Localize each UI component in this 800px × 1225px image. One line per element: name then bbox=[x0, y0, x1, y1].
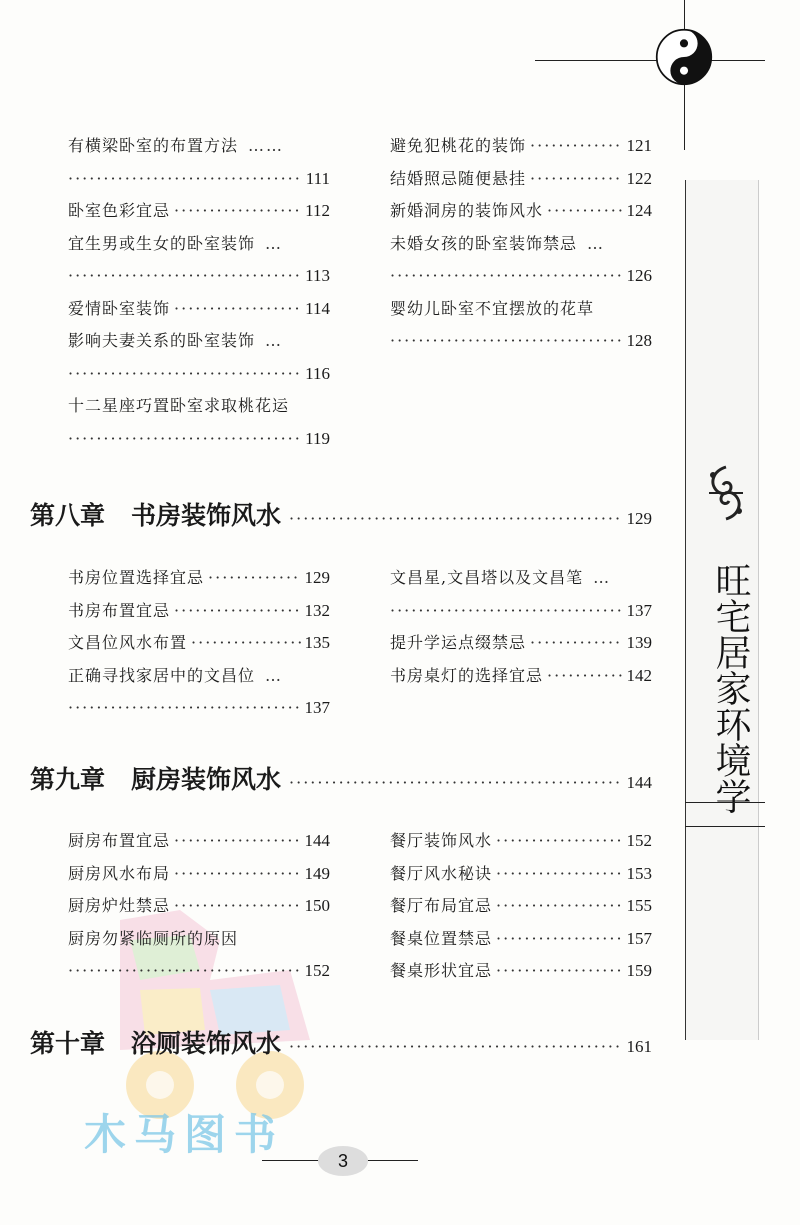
entry-page: 153 bbox=[626, 863, 652, 883]
entry-page: 122 bbox=[626, 168, 652, 188]
leader-dots bbox=[191, 627, 300, 660]
entry-title: 餐桌形状宜忌 bbox=[390, 961, 493, 980]
entry-title: 新婚洞房的装饰风水 bbox=[390, 201, 544, 220]
book-title: 旺宅居家环境学 bbox=[710, 562, 751, 814]
entry-page: 116 bbox=[305, 363, 330, 383]
toc-entry[interactable] bbox=[390, 195, 652, 228]
toc-column-left-1 bbox=[68, 130, 330, 455]
entry-page: 155 bbox=[626, 896, 652, 915]
toc-entry[interactable] bbox=[68, 627, 330, 660]
entry-title: 餐厅风水秘诀 bbox=[390, 863, 493, 883]
entry-title: 书房桌灯的选择宜忌 bbox=[390, 665, 544, 685]
toc-entry-continuation[interactable] bbox=[68, 423, 330, 456]
entry-page: 126 bbox=[626, 266, 652, 285]
entry-title: 避免犯桃花的装饰 bbox=[390, 136, 527, 155]
leader-dots bbox=[68, 423, 301, 456]
watermark-text: 木马图书 bbox=[84, 1110, 285, 1159]
entry-title: 爱情卧室装饰 bbox=[68, 298, 171, 318]
page-number: 3 bbox=[318, 1146, 368, 1176]
toc-entry[interactable] bbox=[68, 228, 330, 261]
entry-page: 152 bbox=[304, 961, 330, 980]
toc-entry-continuation[interactable] bbox=[68, 955, 330, 988]
entry-title: 卧室色彩宜忌 bbox=[68, 201, 171, 220]
toc-entry[interactable] bbox=[390, 955, 652, 988]
toc-entry[interactable] bbox=[68, 660, 330, 693]
entry-page: 137 bbox=[626, 600, 652, 620]
entry-title: 婴幼儿卧室不宜摆放的花草 bbox=[390, 298, 595, 318]
toc-entry[interactable] bbox=[390, 163, 652, 196]
yin-yang-icon bbox=[655, 28, 713, 86]
entry-title: 正确寻找家居中的文昌位 bbox=[68, 665, 256, 685]
entry-page: 150 bbox=[304, 896, 330, 915]
leader-dots bbox=[289, 509, 620, 528]
entry-suffix: …… bbox=[248, 136, 285, 155]
entry-title: 餐厅装饰风水 bbox=[390, 831, 493, 850]
entry-title: 影响夫妻关系的卧室装饰 bbox=[68, 331, 256, 350]
toc-entry[interactable] bbox=[68, 858, 330, 891]
leader-dots bbox=[289, 1037, 620, 1056]
toc-entry[interactable] bbox=[68, 195, 330, 228]
toc-entry[interactable] bbox=[390, 923, 652, 956]
entry-title: 餐厅布局宜忌 bbox=[390, 896, 493, 915]
entry-page: 159 bbox=[626, 961, 652, 980]
toc-entry[interactable] bbox=[68, 562, 330, 595]
chapter-heading-9[interactable] bbox=[30, 760, 652, 796]
toc-entry[interactable] bbox=[68, 890, 330, 923]
entry-title: 书房位置选择宜忌 bbox=[68, 568, 205, 587]
toc-entry[interactable] bbox=[68, 825, 330, 858]
entry-page: 119 bbox=[305, 428, 330, 448]
toc-entry[interactable] bbox=[390, 660, 652, 693]
toc-entry[interactable] bbox=[68, 130, 330, 163]
entry-title: 厨房炉灶禁忌 bbox=[68, 896, 171, 915]
leader-dots bbox=[496, 955, 622, 988]
toc-column-left-2 bbox=[68, 562, 330, 725]
entry-page: 142 bbox=[626, 665, 652, 685]
entry-page: 111 bbox=[305, 168, 330, 188]
leader-dots bbox=[496, 890, 622, 923]
chapter-title: 浴厕装饰风水 bbox=[131, 1029, 282, 1058]
ornament-icon bbox=[703, 463, 749, 523]
leader-dots bbox=[390, 325, 623, 358]
chapter-number: 第八章 bbox=[30, 501, 106, 530]
leader-dots bbox=[174, 195, 301, 228]
entry-page: 114 bbox=[305, 298, 330, 318]
entry-title: 宜生男或生女的卧室装饰 bbox=[68, 233, 256, 253]
toc-column-right-2 bbox=[390, 562, 652, 692]
leader-dots bbox=[530, 627, 622, 660]
toc-entry-continuation[interactable] bbox=[390, 595, 652, 628]
toc-entry[interactable] bbox=[390, 890, 652, 923]
leader-dots bbox=[496, 825, 622, 858]
entry-page: 135 bbox=[304, 633, 330, 652]
entry-suffix: … bbox=[587, 233, 606, 253]
chapter-title: 书房装饰风水 bbox=[131, 501, 282, 530]
entry-title: 未婚女孩的卧室装饰禁忌 bbox=[390, 233, 578, 253]
toc-entry-continuation[interactable] bbox=[390, 325, 652, 358]
toc-entry[interactable] bbox=[68, 390, 330, 423]
leader-dots bbox=[68, 358, 301, 391]
leader-dots bbox=[547, 195, 622, 228]
leader-dots bbox=[68, 260, 301, 293]
toc-entry[interactable] bbox=[390, 228, 652, 261]
entry-page: 128 bbox=[626, 331, 652, 350]
leader-dots bbox=[496, 923, 622, 956]
entry-title: 书房布置宜忌 bbox=[68, 600, 171, 620]
entry-page: 129 bbox=[304, 568, 330, 587]
toc-column-right-3 bbox=[390, 825, 652, 988]
leader-dots bbox=[208, 562, 300, 595]
header-rule bbox=[535, 60, 765, 61]
entry-suffix: … bbox=[265, 665, 284, 685]
entry-page: 132 bbox=[304, 600, 330, 620]
entry-page: 113 bbox=[305, 266, 330, 285]
toc-entry[interactable] bbox=[390, 627, 652, 660]
chapter-title: 厨房装饰风水 bbox=[131, 765, 282, 794]
leader-dots bbox=[530, 163, 622, 196]
entry-page: 157 bbox=[626, 928, 652, 948]
leader-dots bbox=[547, 660, 622, 693]
chapter-heading-8[interactable] bbox=[30, 496, 652, 532]
entry-title: 有横梁卧室的布置方法 bbox=[68, 136, 239, 155]
entry-title: 厨房布置宜忌 bbox=[68, 831, 171, 850]
entry-page: 112 bbox=[305, 201, 330, 220]
sidebar-rule bbox=[685, 826, 765, 827]
entry-title: 文昌星,文昌塔以及文昌笔 bbox=[390, 568, 584, 587]
toc-entry[interactable] bbox=[390, 562, 652, 595]
toc-column-right-1 bbox=[390, 130, 652, 358]
entry-title: 结婚照忌随便悬挂 bbox=[390, 168, 527, 188]
leader-dots bbox=[68, 163, 302, 196]
leader-dots bbox=[174, 293, 301, 326]
entry-title: 厨房风水布局 bbox=[68, 863, 171, 883]
entry-suffix: … bbox=[265, 331, 284, 350]
toc-entry[interactable] bbox=[68, 293, 330, 326]
entry-suffix: … bbox=[265, 233, 284, 253]
entry-page: 152 bbox=[626, 831, 652, 850]
chapter-heading-10[interactable] bbox=[30, 1024, 652, 1060]
leader-dots bbox=[174, 595, 300, 628]
entry-title: 厨房勿紧临厕所的原因 bbox=[68, 928, 239, 948]
chapter-number: 第十章 bbox=[30, 1029, 106, 1058]
entry-suffix: … bbox=[593, 568, 612, 587]
toc-entry-continuation[interactable] bbox=[68, 692, 330, 725]
entry-page: 137 bbox=[304, 698, 330, 717]
chapter-page: 129 bbox=[626, 509, 652, 528]
toc-entry[interactable] bbox=[390, 293, 652, 326]
chapter-page: 144 bbox=[626, 773, 652, 792]
leader-dots bbox=[68, 955, 301, 988]
toc-entry[interactable] bbox=[390, 858, 652, 891]
leader-dots bbox=[390, 260, 623, 293]
toc-entry[interactable] bbox=[68, 923, 330, 956]
entry-page: 124 bbox=[626, 201, 652, 220]
entry-title: 餐桌位置禁忌 bbox=[390, 928, 493, 948]
entry-title: 十二星座巧置卧室求取桃花运 bbox=[68, 396, 290, 415]
leader-dots bbox=[390, 595, 623, 628]
toc-entry[interactable] bbox=[68, 325, 330, 358]
toc-entry[interactable] bbox=[390, 825, 652, 858]
entry-title: 文昌位风水布置 bbox=[68, 633, 188, 652]
leader-dots bbox=[174, 890, 300, 923]
leader-dots bbox=[174, 825, 300, 858]
entry-title: 提升学运点缀禁忌 bbox=[390, 633, 527, 652]
footer-rule bbox=[360, 1160, 418, 1161]
leader-dots bbox=[68, 692, 301, 725]
chapter-number: 第九章 bbox=[30, 765, 106, 794]
leader-dots bbox=[530, 130, 622, 163]
leader-dots bbox=[496, 858, 622, 891]
toc-entry-continuation[interactable] bbox=[390, 260, 652, 293]
toc-entry[interactable] bbox=[390, 130, 652, 163]
entry-page: 121 bbox=[626, 136, 652, 155]
sidebar-rule bbox=[685, 802, 765, 803]
entry-page: 149 bbox=[304, 863, 330, 883]
toc-entry-continuation[interactable] bbox=[68, 260, 330, 293]
entry-page: 139 bbox=[626, 633, 652, 652]
toc-entry-continuation[interactable] bbox=[68, 163, 330, 196]
toc-entry-continuation[interactable] bbox=[68, 358, 330, 391]
chapter-page: 161 bbox=[626, 1037, 652, 1056]
entry-page: 144 bbox=[304, 831, 330, 850]
toc-entry[interactable] bbox=[68, 595, 330, 628]
leader-dots bbox=[289, 773, 620, 792]
toc-column-left-3 bbox=[68, 825, 330, 988]
leader-dots bbox=[174, 858, 300, 891]
